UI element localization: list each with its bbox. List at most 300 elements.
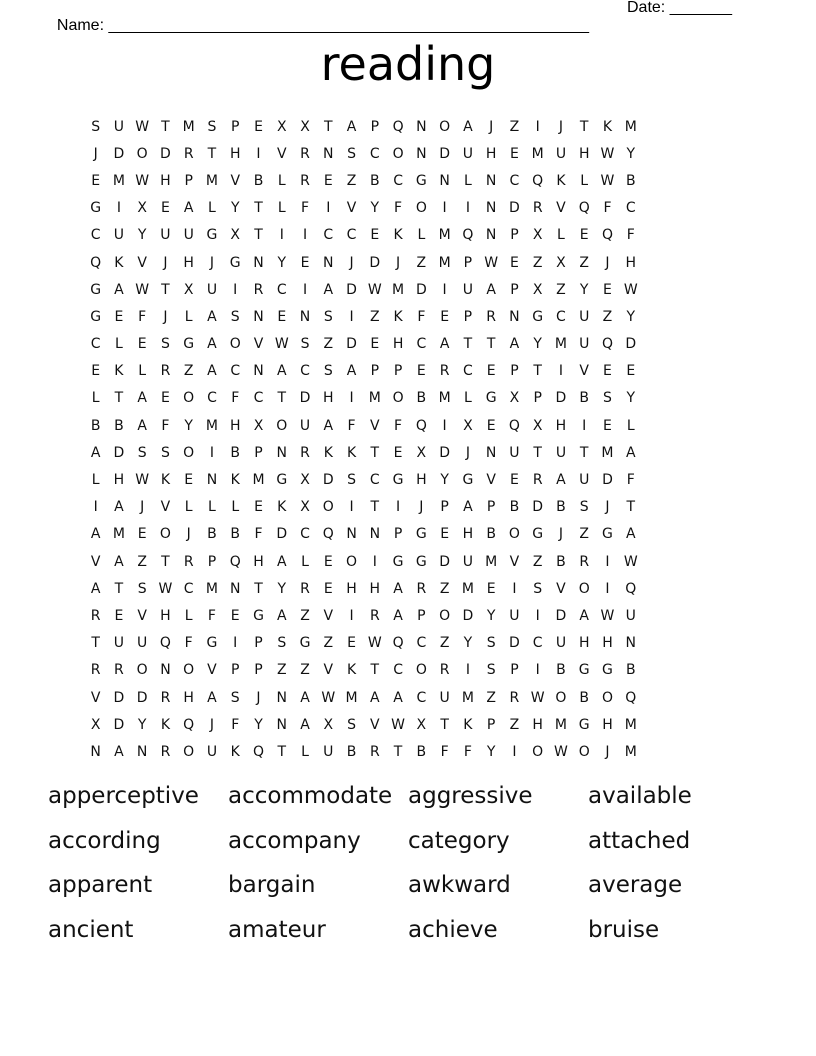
grid-row — [84, 439, 736, 466]
grid-letter: E — [137, 336, 147, 353]
grid-letter: K — [160, 472, 171, 489]
grid-letter: V — [276, 145, 287, 162]
grid-letter: W — [530, 689, 545, 706]
grid-letter: V — [160, 499, 171, 516]
page-title: reading — [320, 37, 496, 91]
grid-letter: E — [579, 227, 589, 244]
grid-letter: K — [323, 444, 333, 461]
grid-letter: J — [419, 499, 424, 516]
grid-letter: V — [207, 662, 217, 679]
letter-grid — [84, 113, 736, 766]
grid-row — [84, 494, 736, 521]
grid-letter: S — [347, 716, 356, 733]
grid-letter: I — [465, 200, 470, 217]
grid-letter: O — [601, 689, 613, 706]
grid-letter: F — [161, 417, 170, 434]
grid-letter: Q — [462, 227, 474, 244]
grid-letter: X — [323, 716, 334, 733]
grid-letter: P — [231, 118, 240, 135]
grid-letter: D — [602, 472, 613, 489]
grid-letter: G — [485, 390, 497, 407]
grid-letter: M — [438, 390, 451, 407]
grid-letter: N — [416, 145, 427, 162]
grid-letter: H — [602, 716, 613, 733]
grid-letter: Q — [508, 417, 520, 434]
grid-letter: U — [555, 145, 567, 162]
grid-letter: D — [299, 390, 311, 407]
grid-letter: S — [160, 444, 170, 461]
grid-letter: R — [183, 553, 194, 570]
grid-letter: L — [184, 607, 193, 624]
grid-letter: I — [465, 662, 470, 679]
grid-letter: G — [229, 254, 241, 271]
grid-letter: G — [276, 472, 288, 489]
grid-letter: T — [324, 118, 333, 135]
grid-letter: K — [160, 716, 171, 733]
grid-letter: P — [207, 553, 217, 570]
grid-letter: B — [556, 553, 566, 570]
grid-letter: L — [208, 499, 216, 516]
grid-letter: Q — [625, 580, 637, 597]
grid-letter: N — [206, 472, 218, 489]
grid-letter: B — [230, 526, 241, 543]
grid-letter: H — [113, 472, 125, 489]
grid-letter: P — [440, 499, 449, 516]
grid-letter: U — [579, 336, 590, 353]
grid-letter: G — [578, 662, 590, 679]
grid-letter: A — [370, 689, 380, 706]
grid-letter: D — [346, 281, 357, 298]
grid-letter: E — [323, 172, 333, 189]
grid-letter: X — [300, 472, 310, 489]
grid-letter: U — [160, 227, 171, 244]
grid-letter: E — [254, 118, 263, 135]
grid-letter: D — [555, 390, 567, 407]
grid-letter: J — [163, 254, 168, 271]
grid-letter: U — [509, 444, 520, 461]
grid-letter: W — [600, 172, 615, 189]
grid-letter: D — [532, 499, 544, 516]
grid-letter: P — [533, 390, 542, 407]
grid-letter: U — [183, 227, 194, 244]
grid-letter: O — [183, 743, 195, 760]
grid-letter: O — [415, 200, 427, 217]
grid-letter: R — [486, 308, 497, 325]
grid-letter: K — [277, 499, 287, 516]
word-list-item: bargain — [228, 872, 316, 898]
grid-letter: H — [532, 716, 543, 733]
grid-letter: C — [346, 227, 357, 244]
grid-letter: C — [509, 172, 520, 189]
grid-letter: N — [625, 635, 636, 652]
grid-letter: M — [624, 716, 637, 733]
grid-letter: A — [114, 743, 124, 760]
grid-letter: E — [416, 363, 426, 380]
grid-letter: C — [90, 227, 101, 244]
grid-letter: P — [254, 635, 263, 652]
grid-letter: E — [370, 227, 380, 244]
grid-letter: W — [554, 743, 568, 760]
grid-letter: A — [346, 363, 357, 380]
grid-letter: D — [346, 336, 357, 353]
grid-letter: Q — [415, 417, 427, 434]
grid-row — [84, 684, 736, 711]
grid-letter: E — [486, 417, 496, 434]
grid-letter: Q — [625, 689, 637, 706]
grid-letter: N — [369, 526, 381, 543]
grid-letter: N — [229, 580, 241, 597]
grid-letter: J — [163, 308, 168, 325]
grid-letter: S — [230, 689, 240, 706]
grid-row — [84, 222, 736, 249]
grid-letter: O — [392, 390, 404, 407]
grid-letter: E — [626, 363, 636, 380]
grid-letter: C — [230, 363, 241, 380]
grid-letter: B — [579, 390, 590, 407]
grid-letter: J — [489, 118, 494, 135]
grid-letter: R — [532, 472, 543, 489]
grid-letter: M — [438, 227, 451, 244]
grid-letter: B — [416, 743, 427, 760]
word-list-item: aggressive — [408, 783, 533, 809]
grid-letter: A — [463, 499, 473, 516]
grid-letter: E — [509, 254, 519, 271]
grid-letter: Z — [323, 635, 334, 652]
grid-letter: T — [161, 281, 170, 298]
word-list-item: available — [588, 783, 692, 809]
grid-letter: V — [137, 607, 147, 624]
grid-letter: Q — [322, 526, 334, 543]
grid-letter: I — [442, 281, 447, 298]
grid-letter: I — [535, 662, 540, 679]
grid-row — [84, 385, 736, 412]
grid-letter: S — [277, 635, 287, 652]
grid-letter: N — [276, 716, 287, 733]
grid-letter: T — [579, 444, 589, 461]
grid-letter: O — [392, 145, 404, 162]
grid-letter: A — [137, 390, 147, 407]
grid-letter: E — [161, 200, 170, 217]
grid-letter: R — [300, 145, 310, 162]
grid-letter: D — [439, 145, 450, 162]
grid-letter: A — [300, 716, 310, 733]
grid-letter: E — [603, 417, 612, 434]
grid-letter: L — [184, 308, 193, 325]
grid-letter: O — [183, 662, 195, 679]
grid-letter: T — [254, 200, 263, 217]
grid-letter: K — [556, 172, 566, 189]
grid-letter: A — [323, 281, 334, 298]
grid-letter: W — [367, 281, 382, 298]
grid-letter: R — [300, 580, 310, 597]
grid-letter: V — [556, 580, 566, 597]
grid-letter: A — [207, 363, 217, 380]
grid-letter: E — [230, 607, 240, 624]
grid-letter: C — [300, 526, 310, 543]
grid-letter: J — [140, 499, 145, 516]
grid-letter: E — [603, 363, 612, 380]
grid-letter: M — [392, 281, 405, 298]
grid-letter: Y — [463, 635, 473, 652]
grid-letter: G — [183, 336, 195, 353]
grid-letter: O — [439, 118, 451, 135]
grid-letter: E — [347, 635, 356, 652]
grid-letter: X — [300, 499, 310, 516]
grid-letter: I — [93, 499, 98, 516]
grid-letter: P — [393, 363, 403, 380]
grid-letter: C — [532, 635, 543, 652]
grid-letter: M — [624, 118, 637, 135]
grid-row — [84, 412, 736, 439]
grid-letter: L — [114, 336, 123, 353]
grid-letter: Q — [392, 118, 404, 135]
grid-letter: D — [462, 607, 474, 624]
grid-letter: O — [578, 743, 590, 760]
grid-letter: Y — [533, 336, 542, 353]
grid-letter: X — [416, 716, 427, 733]
grid-letter: J — [605, 499, 610, 516]
grid-letter: I — [442, 200, 447, 217]
grid-letter: U — [113, 118, 125, 135]
grid-letter: R — [416, 580, 427, 597]
grid-letter: P — [370, 363, 380, 380]
grid-letter: P — [370, 118, 380, 135]
grid-letter: P — [510, 281, 519, 298]
grid-letter: T — [161, 118, 170, 135]
grid-letter: I — [396, 499, 401, 516]
grid-letter: H — [346, 580, 357, 597]
grid-letter: N — [253, 363, 264, 380]
grid-letter: O — [578, 580, 590, 597]
grid-letter: L — [138, 363, 147, 380]
grid-letter: Y — [486, 607, 496, 624]
grid-letter: J — [93, 145, 98, 162]
grid-letter: M — [485, 553, 498, 570]
grid-letter: D — [113, 716, 125, 733]
grid-letter: G — [253, 607, 264, 624]
grid-letter: S — [486, 635, 496, 652]
grid-letter: L — [580, 172, 589, 189]
grid-letter: W — [623, 281, 638, 298]
grid-letter: X — [230, 227, 241, 244]
grid-letter: P — [254, 444, 263, 461]
word-list-item: according — [48, 827, 161, 854]
grid-letter: M — [438, 254, 451, 271]
grid-letter: S — [323, 308, 333, 325]
grid-letter: F — [347, 417, 356, 434]
grid-letter: R — [90, 607, 101, 624]
grid-letter: G — [90, 200, 102, 217]
grid-letter: O — [346, 553, 358, 570]
grid-letter: D — [509, 635, 520, 652]
grid-letter: C — [183, 580, 194, 597]
grid-letter: L — [626, 417, 635, 434]
grid-letter: P — [393, 526, 403, 543]
grid-letter: M — [461, 580, 474, 597]
grid-letter: I — [302, 227, 308, 244]
grid-letter: S — [323, 363, 333, 380]
grid-letter: S — [347, 472, 356, 489]
grid-letter: T — [370, 662, 380, 679]
grid-letter: E — [486, 363, 496, 380]
grid-letter: I — [349, 308, 354, 325]
grid-letter: E — [254, 499, 263, 516]
grid-letter: D — [160, 145, 171, 162]
grid-letter: N — [485, 200, 497, 217]
grid-letter: G — [462, 472, 474, 489]
grid-letter: Q — [601, 227, 613, 244]
grid-letter: G — [578, 716, 590, 733]
grid-letter: X — [509, 390, 520, 407]
grid-letter: E — [509, 472, 519, 489]
grid-letter: G — [532, 308, 544, 325]
grid-letter: E — [509, 145, 519, 162]
word-list-item: apperceptive — [48, 783, 199, 809]
grid-letter: G — [392, 553, 404, 570]
grid-letter: X — [300, 118, 310, 135]
word-list-item: accompany — [228, 827, 361, 854]
grid-letter: Z — [137, 553, 147, 570]
grid-letter: X — [90, 716, 101, 733]
grid-letter: R — [369, 743, 380, 760]
grid-row — [84, 167, 736, 194]
grid-letter: F — [184, 635, 193, 652]
grid-row — [84, 602, 736, 629]
grid-letter: O — [229, 336, 241, 353]
grid-letter: D — [625, 336, 637, 353]
grid-letter: B — [509, 499, 520, 516]
grid-letter: O — [322, 499, 334, 516]
grid-letter: X — [532, 281, 543, 298]
grid-letter: U — [206, 743, 218, 760]
grid-letter: R — [439, 363, 450, 380]
grid-letter: Z — [183, 363, 194, 380]
grid-letter: Y — [626, 308, 636, 325]
grid-letter: K — [114, 254, 124, 271]
grid-letter: V — [323, 662, 334, 679]
grid-letter: O — [555, 689, 567, 706]
grid-letter: Q — [532, 172, 544, 189]
grid-letter: A — [183, 200, 194, 217]
grid-letter: H — [625, 254, 636, 271]
grid-letter: W — [135, 281, 150, 298]
grid-letter: L — [277, 172, 286, 189]
grid-letter: C — [393, 172, 403, 189]
grid-letter: K — [602, 118, 613, 135]
grid-letter: I — [558, 363, 564, 380]
grid-letter: R — [160, 363, 171, 380]
grid-letter: Z — [276, 662, 287, 679]
grid-letter: S — [486, 662, 496, 679]
grid-letter: H — [183, 689, 194, 706]
grid-letter: F — [254, 526, 263, 543]
grid-letter: N — [509, 308, 520, 325]
grid-row — [84, 466, 736, 493]
grid-letter: Q — [252, 743, 264, 760]
grid-letter: B — [207, 526, 217, 543]
grid-letter: C — [369, 145, 380, 162]
grid-letter: I — [349, 499, 354, 516]
grid-letter: R — [509, 689, 520, 706]
grid-letter: Z — [579, 526, 589, 543]
word-list-item: ancient — [48, 916, 134, 943]
grid-row — [84, 711, 736, 738]
grid-letter: N — [136, 743, 148, 760]
grid-letter: A — [114, 553, 124, 570]
grid-letter: D — [439, 444, 450, 461]
grid-letter: N — [485, 172, 497, 189]
grid-letter: S — [347, 145, 356, 162]
grid-letter: O — [276, 417, 288, 434]
grid-letter: W — [321, 689, 336, 706]
grid-row — [84, 738, 736, 765]
grid-letter: J — [256, 689, 261, 706]
grid-letter: U — [113, 635, 125, 652]
grid-letter: T — [463, 336, 473, 353]
grid-letter: T — [533, 444, 542, 461]
grid-letter: F — [207, 607, 216, 624]
grid-letter: O — [136, 145, 148, 162]
grid-letter: I — [512, 580, 517, 597]
grid-letter: E — [277, 308, 287, 325]
grid-letter: U — [323, 743, 334, 760]
grid-letter: Z — [416, 254, 427, 271]
grid-letter: Y — [137, 716, 147, 733]
grid-letter: M — [624, 743, 637, 760]
grid-letter: F — [231, 390, 240, 407]
grid-letter: N — [485, 444, 497, 461]
grid-letter: N — [299, 308, 311, 325]
grid-letter: K — [346, 662, 357, 679]
grid-letter: V — [370, 716, 380, 733]
grid-letter: G — [415, 526, 427, 543]
grid-letter: J — [465, 444, 470, 461]
grid-letter: A — [509, 336, 520, 353]
grid-letter: I — [442, 417, 447, 434]
grid-letter: N — [276, 444, 287, 461]
grid-letter: S — [137, 580, 147, 597]
grid-letter: L — [557, 227, 565, 244]
grid-letter: C — [207, 390, 217, 407]
grid-letter: C — [556, 308, 566, 325]
grid-letter: F — [440, 743, 449, 760]
grid-letter: A — [114, 281, 124, 298]
grid-letter: V — [556, 200, 566, 217]
grid-letter: L — [91, 390, 100, 407]
grid-letter: D — [113, 145, 125, 162]
grid-letter: L — [208, 200, 216, 217]
grid-letter: W — [484, 254, 499, 271]
grid-letter: M — [531, 145, 544, 162]
grid-letter: S — [160, 336, 170, 353]
grid-letter: E — [91, 363, 101, 380]
grid-letter: E — [184, 472, 194, 489]
grid-letter: J — [558, 526, 564, 543]
grid-letter: B — [625, 662, 636, 679]
grid-letter: S — [91, 118, 101, 135]
grid-letter: V — [230, 172, 241, 189]
grid-letter: A — [207, 336, 217, 353]
grid-letter: Y — [254, 716, 263, 733]
grid-letter: X — [183, 281, 194, 298]
grid-letter: Q — [183, 716, 195, 733]
grid-row — [84, 303, 736, 330]
word-list-item: average — [588, 872, 683, 898]
grid-letter: G — [415, 172, 427, 189]
grid-letter: S — [300, 336, 310, 353]
grid-letter: A — [276, 363, 287, 380]
grid-letter: M — [345, 689, 358, 706]
